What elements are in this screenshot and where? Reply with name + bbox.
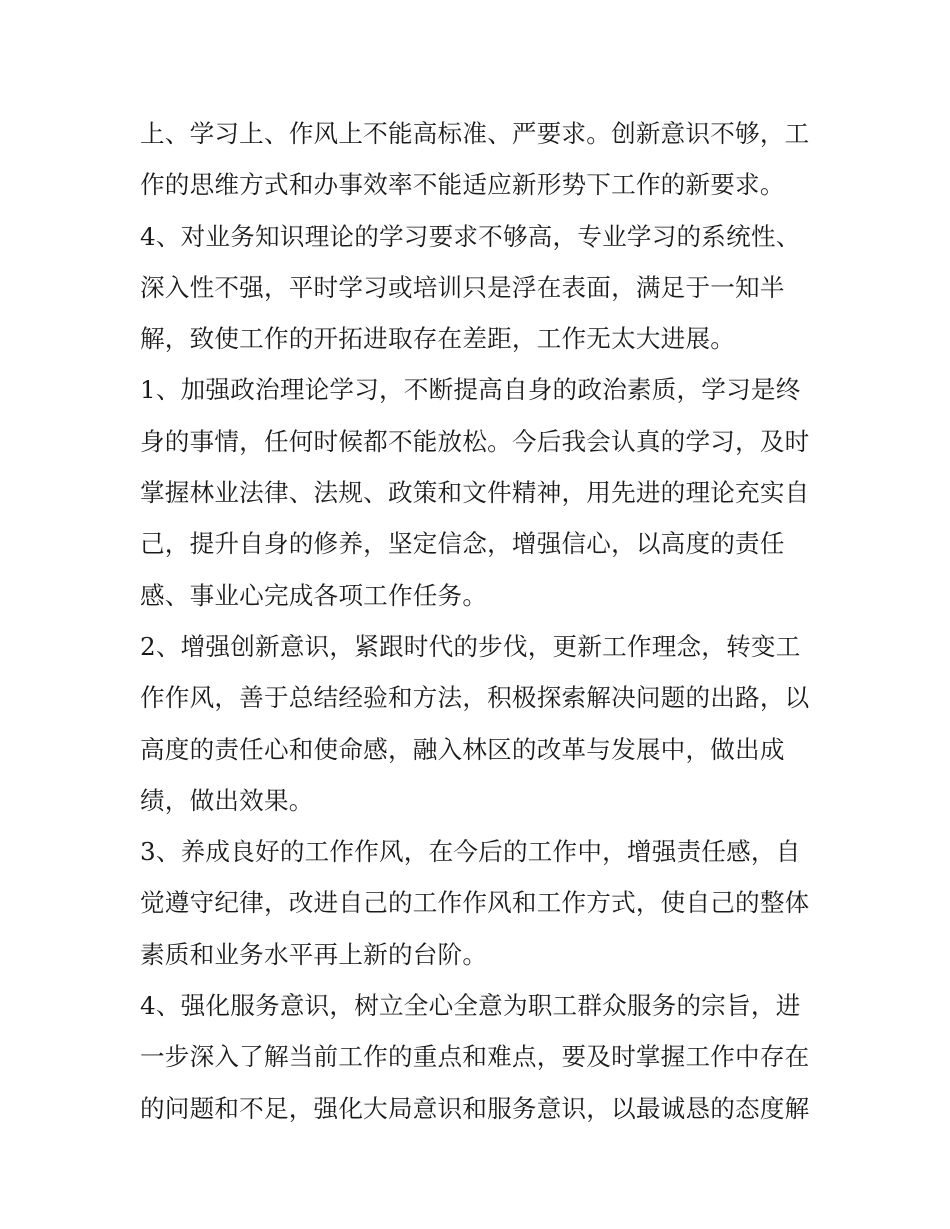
- text-line: 一步深入了解当前工作的重点和难点，要及时掌握工作中存在: [140, 1042, 810, 1072]
- text-line: 深入性不强，平时学习或培训只是浮在表面，满足于一知半: [140, 272, 785, 302]
- text-line: 素质和业务水平再上新的台阶。: [140, 939, 488, 969]
- text-line: 觉遵守纪律，改进自己的工作作风和工作方式，使自己的整体: [140, 888, 810, 918]
- text-line: 掌握林业法律、法规、政策和文件精神，用先进的理论充实自: [140, 478, 810, 508]
- text-line: 的问题和不足，强化大局意识和服务意识，以最诚恳的态度解: [140, 1093, 810, 1123]
- text-line: 高度的责任心和使命感，融入林区的改革与发展中，做出成: [140, 734, 785, 764]
- text-line: 2、增强创新意识，紧跟时代的步伐，更新工作理念，转变工: [140, 631, 801, 661]
- text-line: 作的思维方式和办事效率不能适应新形势下工作的新要求。: [140, 170, 785, 200]
- text-line: 3、养成良好的工作作风，在今后的工作中，增强责任感，自: [140, 837, 801, 867]
- text-line: 作作风，善于总结经验和方法，积极探索解决问题的出路，以: [140, 683, 810, 713]
- text-line: 解，致使工作的开拓进取存在差距，工作无太大进展。: [140, 324, 736, 354]
- document-body: [140, 108, 815, 1134]
- text-line: 1、加强政治理论学习，不断提高自身的政治素质，学习是终: [140, 375, 801, 405]
- text-line: 绩，做出效果。: [140, 785, 314, 815]
- text-line: 4、强化服务意识，树立全心全意为职工群众服务的宗旨，进: [140, 991, 801, 1021]
- text-line: 4、对业务知识理论的学习要求不够高，专业学习的系统性、: [140, 221, 801, 251]
- text-line: 上、学习上、作风上不能高标准、严要求。创新意识不够，工: [140, 119, 810, 148]
- text-line: 己，提升自身的修养，坚定信念，增强信心，以高度的责任: [140, 529, 785, 559]
- text-line: 感、事业心完成各项工作任务。: [140, 580, 488, 610]
- text-line: 身的事情，任何时候都不能放松。今后我会认真的学习，及时: [140, 426, 810, 456]
